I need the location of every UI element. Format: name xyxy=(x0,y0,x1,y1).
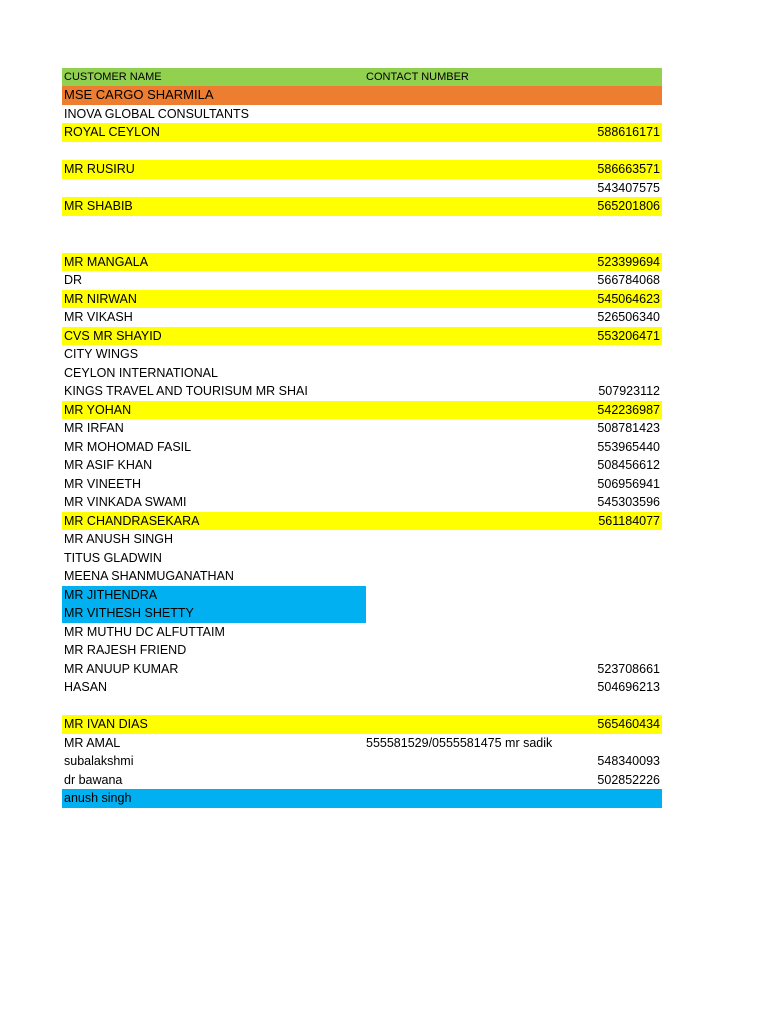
table-row xyxy=(62,160,662,179)
table-row xyxy=(62,771,662,790)
contact-number-cell[interactable]: 545064623 xyxy=(597,291,660,306)
empty-row xyxy=(62,697,662,716)
table-row xyxy=(62,789,662,808)
contact-number-cell[interactable]: 586663571 xyxy=(597,162,660,176)
table-row xyxy=(62,197,662,216)
customer-name-cell[interactable]: MR RAJESH FRIEND xyxy=(64,643,187,657)
contact-number-cell[interactable]: 565460434 xyxy=(597,717,660,731)
contact-number-cell[interactable]: 543407575 xyxy=(597,180,660,195)
contact-number-cell[interactable]: 565201806 xyxy=(597,199,660,213)
customer-name-cell[interactable]: MR IRFAN xyxy=(64,421,124,435)
table-row xyxy=(62,401,662,420)
empty-row xyxy=(62,142,662,161)
table-row xyxy=(62,456,662,475)
customer-name-cell[interactable]: MR MUTHU DC ALFUTTAIM xyxy=(64,624,225,639)
table-row xyxy=(62,567,662,586)
contact-number-cell[interactable]: 523708661 xyxy=(597,661,660,676)
contact-number-cell[interactable]: 545303596 xyxy=(597,495,660,509)
contact-sheet xyxy=(62,68,662,808)
table-row xyxy=(62,308,662,327)
row-fill-yellow xyxy=(62,715,662,734)
table-row xyxy=(62,290,662,309)
table-row xyxy=(62,512,662,531)
customer-name-cell[interactable]: CVS MR SHAYID xyxy=(64,328,162,343)
customer-name-cell[interactable]: MR VITHESH SHETTY xyxy=(64,606,194,620)
contact-number-cell[interactable]: 526506340 xyxy=(597,310,660,324)
header-row xyxy=(62,68,662,86)
customer-name-cell[interactable]: subalakshmi xyxy=(64,754,134,768)
contact-number-cell[interactable]: 561184077 xyxy=(598,513,660,528)
contact-number-cell[interactable]: 504696213 xyxy=(597,680,660,694)
customer-name-cell[interactable]: MR MOHOMAD FASIL xyxy=(64,439,192,454)
table-row xyxy=(62,345,662,364)
table-row xyxy=(62,623,662,642)
table-row xyxy=(62,327,662,346)
customer-name-cell[interactable]: MR RUSIRU xyxy=(64,162,135,176)
customer-name-cell[interactable]: HASAN xyxy=(64,680,108,694)
customer-name-cell[interactable]: MR YOHAN xyxy=(64,402,132,417)
table-row xyxy=(62,364,662,383)
contact-number-cell[interactable]: 508456612 xyxy=(597,458,660,472)
table-row xyxy=(62,105,662,124)
contact-number-cell[interactable]: 553965440 xyxy=(597,439,660,454)
table-row xyxy=(62,382,662,401)
contact-number-cell[interactable]: 507923112 xyxy=(598,384,660,398)
customer-name-cell[interactable]: MR ASIF KHAN xyxy=(64,458,153,472)
contact-number-cell[interactable]: 502852226 xyxy=(597,772,660,787)
customer-name-cell[interactable]: CEYLON INTERNATIONAL xyxy=(64,365,218,380)
contact-number-cell[interactable]: 508781423 xyxy=(597,421,660,435)
contact-number-cell[interactable]: 555581529/0555581475 mr sadik xyxy=(366,735,553,750)
table-row xyxy=(62,604,662,623)
customer-name-cell[interactable]: MR IVAN DIAS xyxy=(64,717,148,731)
table-row xyxy=(62,530,662,549)
contact-number-cell[interactable]: 588616171 xyxy=(597,125,660,139)
customer-name-cell[interactable]: MEENA SHANMUGANATHAN xyxy=(64,569,234,583)
table-row xyxy=(62,493,662,512)
row-fill-yellow xyxy=(62,401,662,420)
empty-row xyxy=(62,216,662,253)
customer-name-cell[interactable]: MSE CARGO SHARMILA xyxy=(64,87,214,102)
customer-name-cell[interactable]: MR VIKASH xyxy=(64,310,133,324)
table-row xyxy=(62,586,662,605)
customer-name-cell[interactable]: MR VINKADA SWAMI xyxy=(64,495,187,509)
table-row xyxy=(62,715,662,734)
contact-number-cell[interactable]: 542236987 xyxy=(597,402,660,417)
contact-number-cell[interactable]: 523399694 xyxy=(597,254,660,269)
contact-number-cell[interactable]: 566784068 xyxy=(597,273,660,287)
customer-name-cell[interactable]: MR ANUSH SINGH xyxy=(64,532,174,546)
table-row xyxy=(62,86,662,105)
row-fill-blue xyxy=(62,789,662,808)
table-row xyxy=(62,419,662,438)
table-row xyxy=(62,752,662,771)
customer-name-cell[interactable]: TITUS GLADWIN xyxy=(64,550,162,565)
table-row xyxy=(62,475,662,494)
table-row xyxy=(62,179,662,198)
contact-number-cell[interactable]: 553206471 xyxy=(597,328,660,343)
customer-name-cell[interactable]: DR xyxy=(64,273,83,287)
customer-name-cell[interactable]: MR SHABIB xyxy=(64,199,133,213)
customer-name-cell[interactable]: INOVA GLOBAL CONSULTANTS xyxy=(64,106,249,121)
customer-name-cell[interactable]: MR CHANDRASEKARA xyxy=(64,513,200,528)
table-row xyxy=(62,734,662,753)
customer-name-cell[interactable]: MR ANUUP KUMAR xyxy=(64,661,179,676)
customer-name-cell[interactable]: CITY WINGS xyxy=(64,347,139,361)
contact-number-cell[interactable]: 506956941 xyxy=(597,476,660,491)
table-row xyxy=(62,253,662,272)
customer-name-cell[interactable]: KINGS TRAVEL AND TOURISUM MR SHAI xyxy=(64,384,308,398)
table-row xyxy=(62,678,662,697)
customer-name-header[interactable]: CUSTOMER NAME xyxy=(64,71,162,83)
table-row xyxy=(62,123,662,142)
table-row xyxy=(62,438,662,457)
customer-name-cell[interactable]: MR JITHENDRA xyxy=(64,587,158,602)
customer-name-cell[interactable]: ROYAL CEYLON xyxy=(64,125,160,139)
customer-name-cell[interactable]: anush singh xyxy=(64,791,132,805)
table-row xyxy=(62,549,662,568)
customer-name-cell[interactable]: MR MANGALA xyxy=(64,254,149,269)
customer-name-cell[interactable]: dr bawana xyxy=(64,772,123,787)
customer-name-cell[interactable]: MR AMAL xyxy=(64,735,121,750)
row-fill-yellow xyxy=(62,253,662,272)
row-fill-yellow xyxy=(62,290,662,309)
customer-name-cell[interactable]: MR NIRWAN xyxy=(64,291,137,306)
customer-name-cell[interactable]: MR VINEETH xyxy=(64,476,142,491)
table-row xyxy=(62,660,662,679)
row-fill-yellow xyxy=(62,160,662,179)
table-row xyxy=(62,641,662,660)
contact-number-header[interactable]: CONTACT NUMBER xyxy=(366,71,469,83)
row-fill-yellow xyxy=(62,197,662,216)
table-row xyxy=(62,271,662,290)
contact-number-cell[interactable]: 548340093 xyxy=(597,754,660,768)
